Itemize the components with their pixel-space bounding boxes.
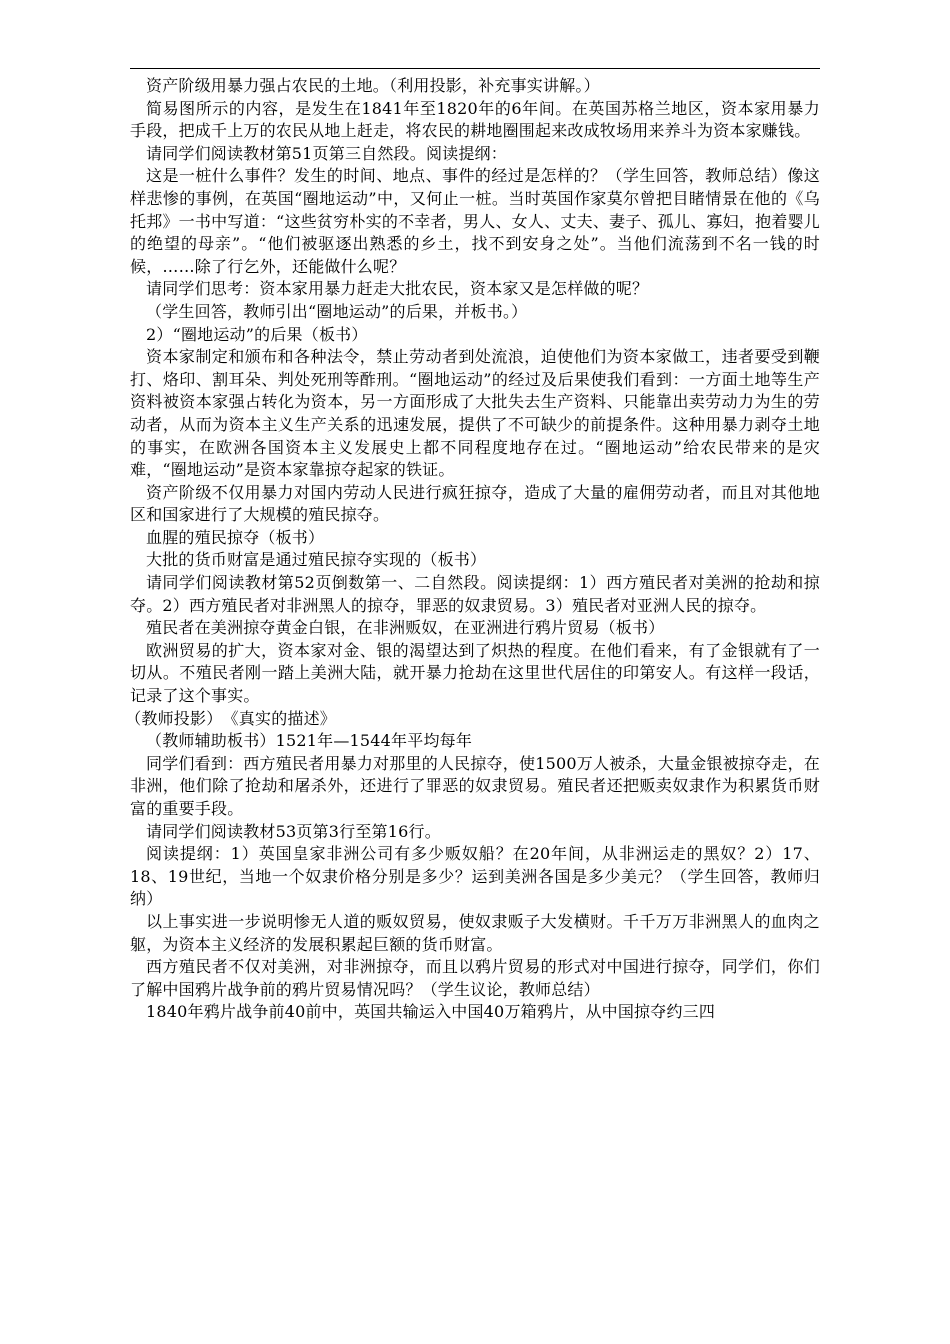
paragraph: 请同学们思考：资本家用暴力赶走大批农民，资本家又是怎样做的呢？ [146,279,649,299]
paragraph: 请同学们阅读教材第52页倒数第一、二自然段。阅读提纲：1）西方殖民者对美洲的抢劫和掠夺。2）西方殖民者对非洲黑人的掠夺，罪恶的奴隶贸易。3）殖民者对亚洲人民的掠夺。 [130,573,820,615]
paragraph: 欧洲贸易的扩大，资本家对金、银的渴望达到了炽热的程度。在他们看来，有了金银就有了一切从。不殖民者刚一踏上美洲大陆，就开暴力抢劫在这里世代居住的印第安人。有这样一段话，记录了这个事实。 [130,640,820,706]
paragraph: 阅读提纲：1）英国皇家非洲公司有多少贩奴船？在20年间，从非洲运走的黑奴？2）17、18、19世纪，当地一个奴隶价格分别是多少？运到美洲各国是多少美元？（学生回答，教师归纳） [130,844,820,909]
paragraph: 资本家制定和颁布和各种法令，禁止劳动者到处流浪，迫使他们为资本家做工，违者要受到鞭打、烙印、割耳朵、判处死刑等酢刑。“圈地运动”的经过及后果使我们看到：一方面土地等生产资料被资本家强占转化为资本，另一方面形成了大批失去生产资料、只能靠出卖劳动力为生的劳动者，从而为资本主义生产关系的迅速发展，提供了不可缺少的前提条件。这种用暴力剥夺土地的事实，在欧洲各国资本主义发展史上都不同程度地存在过。“圈地运动”给农民带来的是灾难，“圈地运动”是资本家靠掠夺起家的铁证。 [130,347,820,480]
paragraph: 请同学们阅读教材第51页第三自然段。阅读提纲： [146,143,507,163]
paragraph: 西方殖民者不仅对美洲，对非洲掠夺，而且以鸦片贸易的形式对中国进行掠夺，同学们，你们了解中国鸦片战争前的鸦片贸易情况吗？（学生议论，教师总结） [130,957,820,999]
paragraph: （学生回答，教师引出“圈地运动”的后果，并板书。） [146,301,528,321]
paragraph: 1840年鸦片战争前40前中，英国共输运入中国40万箱鸦片，从中国掠夺约三四 [146,1002,716,1022]
section-heading: 大批的货币财富是通过殖民掠夺实现的（板书） [146,550,487,570]
paragraph: 同学们看到：西方殖民者用暴力对那里的人民掠夺，使1500万人被杀，大量金银被掠夺走，在非洲，他们除了抢劫和屠杀外，还进行了罪恶的奴隶贸易。殖民者还把贩卖奴隶作为积累货币财富的重要手段。 [130,753,820,818]
paragraph: （教师投影） 《真实的描述》 [125,708,337,728]
section-heading: 2）“圈地运动”的后果（板书） [146,324,368,344]
document-page [125,68,820,1024]
paragraph: 请同学们阅读教材53页第3行至第16行。 [146,821,441,841]
paragraph: 殖民者在美洲掠夺黄金白银，在非洲贩奴，在亚洲进行鸦片贸易（板书） [146,618,665,638]
paragraph: 这是一桩什么事件？发生的时间、地点、事件的经过是怎样的？（学生回答，教师总结）像这样悲惨的事例，在英国“圈地运动”中，又何止一桩。当时英国作家莫尔曾把目睹情景在他的《乌托邦》一书中写道：“这些贫穷朴实的不幸者，男人、女人、丈夫、妻子、孤儿、寡妇，抱着婴儿的绝望的母亲”。“他们被驱逐出熟悉的乡土，找不到安身之处”。当他们流荡到不名一钱的时候，……除了行乞外，还能做什么呢？ [130,166,820,276]
paragraph: 资产阶级用暴力强占农民的土地。（利用投影，补充事实讲解。） [146,76,600,95]
paragraph: （教师辅助板书）1521年—1544年平均每年 [146,731,473,751]
paragraph: 以上事实进一步说明惨无人道的贩奴贸易，使奴隶贩子大发横财。千千万万非洲黑人的血肉之躯，为资本主义经济的发展积累起巨额的货币财富。 [130,911,820,954]
paragraph: 资产阶级不仅用暴力对国内劳动人民进行疯狂掠夺，造成了大量的雇佣劳动者，而且对其他地区和国家进行了大规模的殖民掠夺。 [130,482,820,525]
paragraph: 简易图所示的内容，是发生在1841年至1820年的6年间。在英国苏格兰地区，资本家用暴力手段，把成千上万的农民从地上赶走，将农民的耕地圈围起来改成牧场用来养斗为资本家赚钱。 [130,98,820,141]
section-heading: 血腥的殖民掠夺（板书） [146,527,325,547]
header-rule [130,68,820,69]
